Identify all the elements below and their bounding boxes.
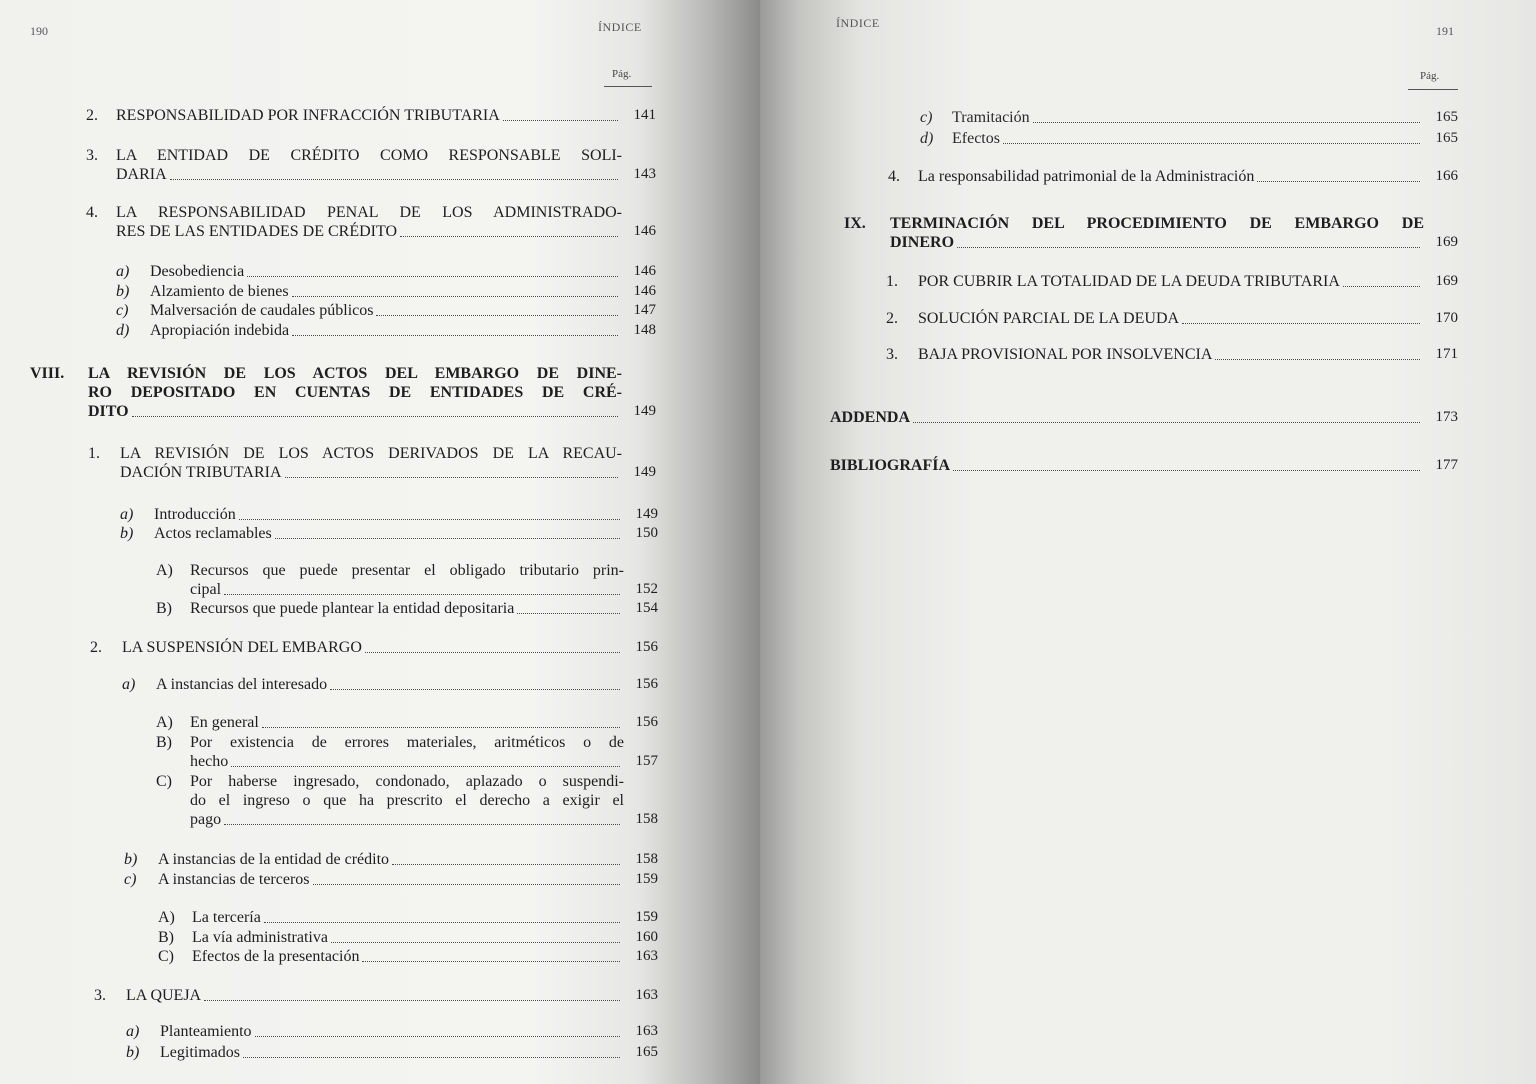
entry-number: 3. [86,147,98,164]
dot-leader [204,1000,620,1001]
entry-page: 152 [635,581,658,597]
entry-page: 166 [1435,168,1458,184]
entry-number: B) [156,600,172,617]
dot-leader [255,1036,620,1037]
entry-page: 165 [1435,130,1458,146]
entry-page: 163 [635,948,658,964]
entry-page: 149 [635,506,658,522]
entry-title: LA SUSPENSIÓN DEL EMBARGO [122,639,362,656]
entry-title: LA QUEJA [126,987,202,1004]
dot-leader [376,315,618,316]
entry-number: a) [126,1023,140,1040]
entry-title-line: DACIÓN TRIBUTARIA [120,464,282,481]
entry-number: A) [158,909,175,926]
entry-title: Introducción [154,506,236,523]
toc-entry[interactable] [158,908,658,927]
toc-entry[interactable] [920,129,1458,148]
chapter-title-line: TERMINACIÓN DEL PROCEDIMIENTO DE EMBARGO DE [890,215,1424,232]
toc-chapter-entry[interactable] [830,408,1458,427]
toc-entry[interactable] [888,167,1458,186]
entry-title-line: Por haberse ingresado, condonado, aplazado o suspendi- [190,773,624,790]
entry-number: c) [116,302,129,319]
toc-entry[interactable] [124,850,658,869]
toc-entry[interactable] [88,444,656,482]
entry-title-line: LA REVISIÓN DE LOS ACTOS DERIVADOS DE LA RECAU- [120,445,622,462]
dot-leader [132,416,618,417]
toc-entry[interactable] [122,675,658,694]
dot-leader [1257,181,1420,182]
entry-title: BAJA PROVISIONAL POR INSOLVENCIA [918,346,1213,363]
dot-leader [285,477,618,478]
entry-page: 141 [633,107,656,123]
toc-entry[interactable] [886,272,1458,291]
entry-number: C) [156,773,172,790]
dot-leader [331,942,620,943]
toc-entry[interactable] [156,561,658,599]
dot-leader [1033,122,1420,123]
toc-entry[interactable] [116,301,656,320]
entry-number: 4. [888,168,900,185]
chapter-title-line: RO DEPOSITADO EN CUENTAS DE ENTIDADES DE CRÉ- [88,384,622,401]
dot-leader [330,689,620,690]
entry-page: 147 [633,302,656,318]
entry-number: 2. [86,107,98,124]
toc-entry[interactable] [126,1022,658,1041]
dot-leader [1343,286,1420,287]
dot-leader [517,613,620,614]
chapter-number: VIII. [30,365,65,382]
entry-title-line: RES DE LAS ENTIDADES DE CRÉDITO [116,223,398,240]
page-number: 190 [30,24,48,38]
page-column-label: Pág. [1420,70,1440,82]
entry-number: d) [920,130,934,147]
dot-leader [1003,143,1420,144]
entry-page: 169 [1435,273,1458,289]
entry-page: 165 [635,1044,658,1060]
dot-leader [224,824,620,825]
entry-title: POR CUBRIR LA TOTALIDAD DE LA DEUDA TRIBUTARIA [918,273,1340,290]
toc-entry[interactable] [158,928,658,947]
entry-page: 170 [1435,310,1458,326]
entry-title: Legitimados [160,1044,240,1061]
toc-entry[interactable] [156,599,658,618]
entry-page: 149 [633,403,656,419]
running-header: ÍNDICE [836,16,880,30]
entry-number: A) [156,714,173,731]
entry-title-line: LA ENTIDAD DE CRÉDITO COMO RESPONSABLE SOLI- [116,147,622,164]
entry-title: A instancias de la entidad de crédito [158,851,390,868]
entry-number: 1. [88,445,100,462]
toc-entry[interactable] [920,108,1458,127]
entry-title: Efectos de la presentación [192,948,360,965]
entry-title: SOLUCIÓN PARCIAL DE LA DEUDA [918,310,1180,327]
dot-leader [503,120,618,121]
entry-number: B) [156,734,172,751]
entry-page: 157 [635,753,658,769]
entry-page: 150 [635,525,658,541]
entry-page: 159 [635,871,658,887]
entry-number: C) [158,948,174,965]
toc-entry[interactable] [126,1043,658,1062]
entry-title-line: Recursos que puede presentar el obligado tributario prin- [190,562,624,579]
entry-number: A) [156,562,173,579]
entry-title: La tercería [192,909,261,926]
entry-title-line: hecho [190,753,229,770]
dot-leader [231,766,620,767]
entry-title-line: do el ingreso o que ha prescrito el derecho a exigir el [190,792,624,809]
entry-number: 2. [90,639,102,656]
entry-page: 165 [1435,109,1458,125]
chapter-title: BIBLIOGRAFÍA [830,457,951,474]
toc-entry[interactable] [120,524,658,543]
entry-title: Tramitación [952,109,1030,126]
entry-page: 158 [635,851,658,867]
chapter-title-line: LA REVISIÓN DE LOS ACTOS DEL EMBARGO DE DINE- [88,365,622,382]
entry-number: a) [122,676,136,693]
chapter-number: IX. [844,215,866,232]
dot-leader [400,236,618,237]
entry-title: Efectos [952,130,1000,147]
entry-title: Desobediencia [150,263,245,280]
chapter-title-line: DINERO [890,234,955,251]
dot-leader [292,335,618,336]
entry-page: 156 [635,714,658,730]
entry-number: b) [120,525,134,542]
toc-entry[interactable] [86,106,656,125]
running-header: ÍNDICE [598,20,642,34]
toc-entry[interactable] [124,870,658,889]
entry-page: 163 [635,1023,658,1039]
entry-number: 3. [886,346,898,363]
entry-title: En general [190,714,259,731]
page-number: 191 [1436,24,1454,38]
entry-title-line: DARIA [116,166,167,183]
toc-chapter-entry[interactable] [30,364,656,421]
entry-page: 149 [633,464,656,480]
toc-chapter-entry[interactable] [830,456,1458,475]
entry-page: 158 [635,811,658,827]
toc-entry[interactable] [90,638,658,657]
entry-title: Planteamiento [160,1023,252,1040]
entry-title: Malversación de caudales públicos [150,302,374,319]
entry-page: 143 [633,166,656,182]
toc-entry[interactable] [156,733,658,771]
entry-page: 177 [1435,457,1458,473]
entry-title: Alzamiento de bienes [150,283,289,300]
entry-page: 163 [635,987,658,1003]
dot-leader [362,961,620,962]
entry-page: 160 [635,929,658,945]
dot-leader [264,922,620,923]
entry-title-line: Por existencia de errores materiales, aritméticos o de [190,734,624,751]
toc-entry[interactable] [158,947,658,966]
entry-title: Actos reclamables [154,525,272,542]
entry-number: b) [126,1044,140,1061]
entry-number: 3. [94,987,106,1004]
toc-entry[interactable] [116,321,656,340]
toc-entry[interactable] [886,309,1458,328]
entry-title: A instancias de terceros [158,871,310,888]
entry-page: 146 [633,223,656,239]
toc-entry[interactable] [886,345,1458,364]
toc-entry[interactable] [116,262,656,281]
entry-title: A instancias del interesado [156,676,328,693]
entry-page: 146 [633,263,656,279]
dot-leader [224,594,620,595]
dot-leader [275,538,620,539]
entry-number: c) [124,871,137,888]
dot-leader [953,470,1420,471]
entry-page: 171 [1435,346,1458,362]
toc-entry[interactable] [86,203,656,241]
page-column-label: Pág. [612,68,632,80]
entry-number: 2. [886,310,898,327]
toc-entry[interactable] [94,986,658,1005]
dot-leader [392,864,620,865]
toc-entry[interactable] [116,282,656,301]
dot-leader [365,652,620,653]
toc-entry[interactable] [156,713,658,732]
toc-entry[interactable] [86,146,656,184]
toc-entry[interactable] [156,772,658,829]
dot-leader [292,296,618,297]
right-page [760,0,1536,1084]
dot-leader [1215,359,1420,360]
entry-title: La vía administrativa [192,929,328,946]
toc-chapter-entry[interactable] [844,214,1458,252]
entry-page: 156 [635,639,658,655]
entry-title: RESPONSABILIDAD POR INFRACCIÓN TRIBUTARIA [116,107,500,124]
entry-page: 154 [635,600,658,616]
entry-number: 1. [886,273,898,290]
dot-leader [170,179,618,180]
dot-leader [913,422,1420,423]
entry-title: Recursos que puede plantear la entidad depositaria [190,600,515,617]
toc-entry[interactable] [120,505,658,524]
chapter-title-line: DITO [88,403,129,420]
entry-page: 146 [633,283,656,299]
entry-number: b) [124,851,138,868]
dot-leader [262,727,620,728]
dot-leader [957,247,1420,248]
entry-number: a) [120,506,134,523]
entry-title-line: pago [190,811,222,828]
entry-number: d) [116,322,130,339]
dot-leader [247,276,618,277]
entry-title: La responsabilidad patrimonial de la Administración [918,168,1255,185]
entry-title: Apropiación indebida [150,322,290,339]
entry-title-line: cipal [190,581,222,598]
entry-page: 156 [635,676,658,692]
page-column-rule [1408,89,1458,90]
left-page [0,0,760,1084]
entry-page: 148 [633,322,656,338]
chapter-title: ADDENDA [830,409,910,426]
entry-page: 169 [1435,234,1458,250]
page-column-rule [604,86,652,87]
entry-title-line: LA RESPONSABILIDAD PENAL DE LOS ADMINISTRADO- [116,204,622,221]
entry-number: b) [116,283,130,300]
entry-page: 173 [1435,409,1458,425]
dot-leader [1182,323,1420,324]
dot-leader [243,1057,620,1058]
entry-page: 159 [635,909,658,925]
dot-leader [313,884,621,885]
entry-number: B) [158,929,174,946]
dot-leader [239,519,620,520]
entry-number: 4. [86,204,98,221]
entry-number: a) [116,263,130,280]
entry-number: c) [920,109,933,126]
